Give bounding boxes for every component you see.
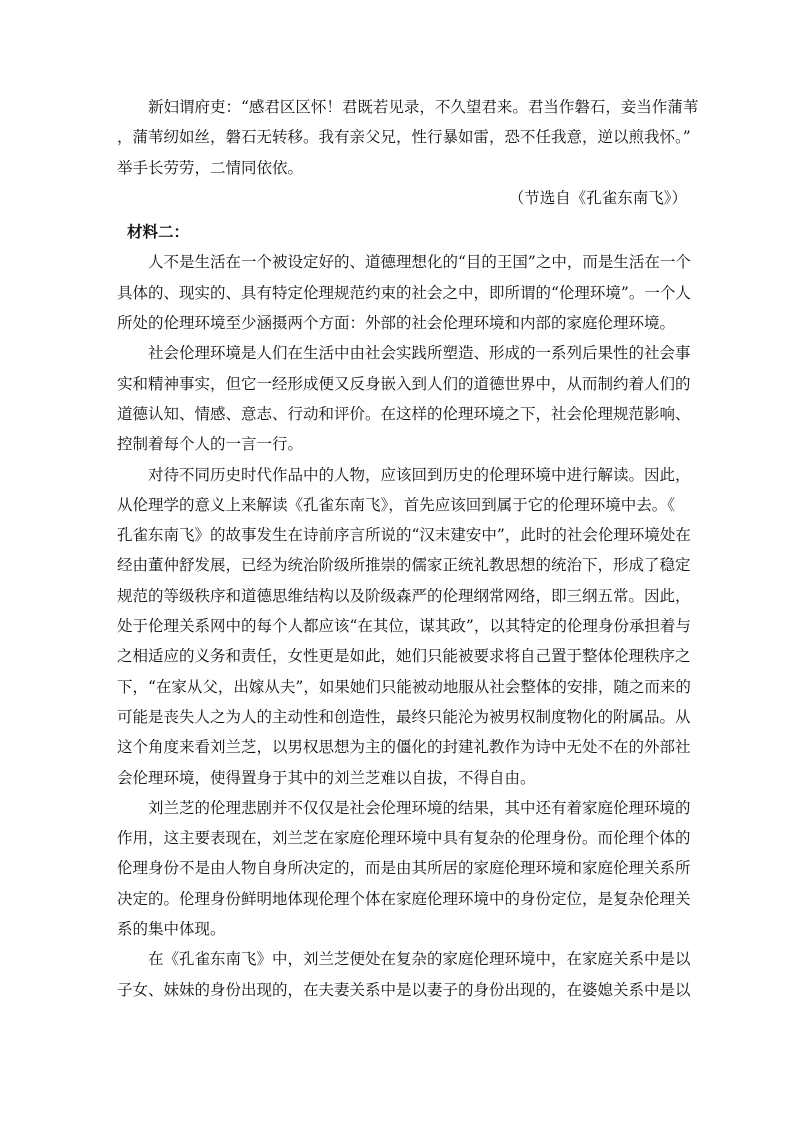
paragraph <box>117 338 689 459</box>
text-line: 这个角度来看刘兰芝，以男权思想为主的僵化的封建礼教作为诗中无处不在的外部社 <box>117 738 691 757</box>
text-line: 之相适应的义务和责任，女性更是如此，她们只能被要求将自己置于整体伦理秩序之 <box>117 647 691 666</box>
text-line: 道德认知、情感、意志、行动和评价。在这样的伦理环境之下，社会伦理规范影响、 <box>117 404 691 423</box>
text-line: 系的集中体现。 <box>117 920 226 939</box>
source-citation: （节选自《孔雀东南飞》） <box>508 188 687 207</box>
poem-line: 新妇谓府吏：“感君区区怀！君既若见录，不久望君来。君当作磐石，妾当作蒲苇 <box>148 98 699 116</box>
text-line: 社会伦理环境是人们在生活中由社会实践所塑造、形成的一系列后果性的社会事 <box>148 344 691 363</box>
text-line: 刘兰芝的伦理悲剧并不仅仅是社会伦理环境的结果，其中还有着家庭伦理环境的 <box>148 798 691 817</box>
text-line: 所处的伦理环境至少涵摄两个方面：外部的社会伦理环境和内部的家庭伦理环境。 <box>117 314 676 333</box>
document-page <box>117 92 699 1005</box>
text-line: 在《孔雀东南飞》中，刘兰芝便处在复杂的家庭伦理环境中，在家庭关系中是以 <box>148 950 691 969</box>
section-heading: 材料二： <box>127 222 190 242</box>
text-line: 处于伦理关系网中的每个人都应该“在其位，谋其政”，以其特定的伦理身份承担着与 <box>117 617 691 636</box>
text-line: 具体的、现实的、具有特定伦理规范约束的社会之中，即所谓的“伦理环境”。一个人 <box>117 283 691 302</box>
text-line: 会伦理环境，使得置身于其中的刘兰芝难以自拔，不得自由。 <box>117 768 536 787</box>
text-line: 子女、妹妹的身份出现的，在夫妻关系中是以妻子的身份出现的，在婆媳关系中是以 <box>117 980 691 999</box>
paragraph <box>117 944 689 1005</box>
text-line: 伦理身份不是由人物自身所决定的，而是由其所居的家庭伦理环境和家庭伦理关系所 <box>117 859 691 878</box>
text-line: 控制着每个人的一言一行。 <box>117 435 304 454</box>
poem-excerpt <box>117 92 699 213</box>
paragraph <box>117 247 689 338</box>
text-line: 作用，这主要表现在，刘兰芝在家庭伦理环境中具有复杂的伦理身份。而伦理个体的 <box>117 829 691 848</box>
text-line: 决定的。伦理身份鲜明地体现伦理个体在家庭伦理环境中的身份定位，是复杂伦理关 <box>117 889 691 908</box>
text-line: 规范的等级秩序和道德思维结构以及阶级森严的伦理纲常网络，即三纲五常。因此， <box>117 586 691 605</box>
text-line: 可能是丧失人之为人的主动性和创造性，最终只能沦为被男权制度物化的附属品。从 <box>117 707 691 726</box>
text-line: 人不是生活在一个被设定好的、道德理想化的“目的王国”之中，而是生活在一个 <box>148 253 691 272</box>
text-line: 经由董仲舒发展，已经为统治阶级所推崇的儒家正统礼教思想的统治下，形成了稳定 <box>117 556 691 575</box>
paragraph <box>117 793 689 944</box>
poem-line: 举手长劳劳，二情同依依。 <box>117 158 304 177</box>
poem-line: ，蒲苇纫如丝，磐石无转移。我有亲父兄，性行暴如雷，恐不任我意，逆以煎我怀。” <box>117 128 691 147</box>
text-line: 对待不同历史时代作品中的人物，应该回到历史的伦理环境中进行解读。因此， <box>148 465 691 484</box>
paragraph <box>117 460 689 793</box>
text-line: 孔雀东南飞》的故事发生在诗前序言所说的“汉末建安中”，此时的社会伦理环境处在 <box>117 526 691 545</box>
text-line: 从伦理学的意义上来解读《孔雀东南飞》，首先应该回到属于它的伦理环境中去。《 <box>117 495 676 514</box>
text-line: 实和精神事实，但它一经形成便又反身嵌入到人们的道德世界中，从而制约着人们的 <box>117 374 691 393</box>
text-line: 下，“在家从父，出嫁从夫”，如果她们只能被动地服从社会整体的安排，随之而来的 <box>117 677 691 696</box>
